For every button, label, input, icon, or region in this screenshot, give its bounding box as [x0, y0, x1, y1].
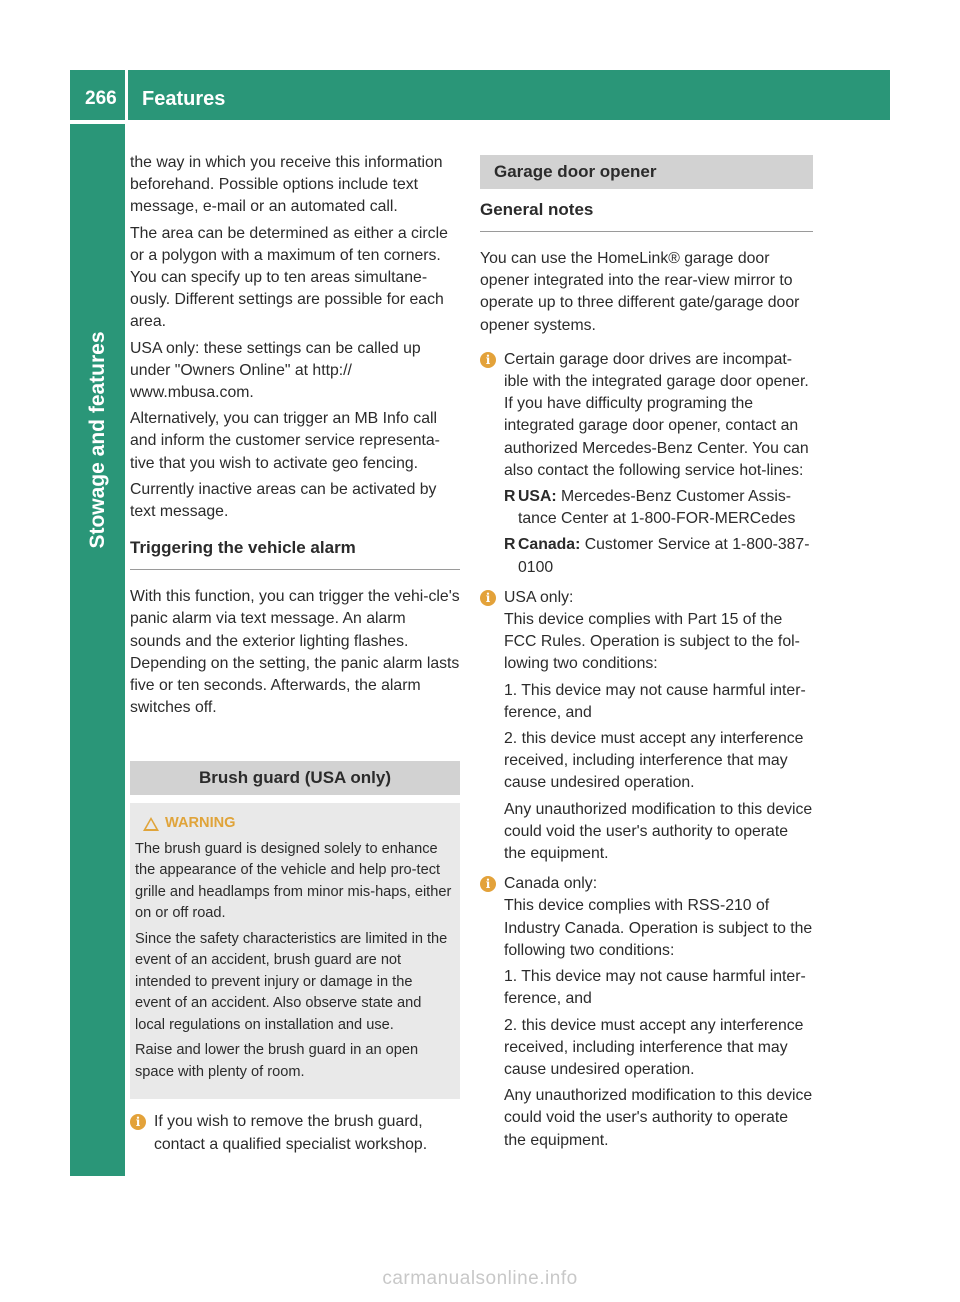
bullet-label: USA:	[518, 488, 557, 506]
footer-watermark: carmanualsonline.info	[382, 1268, 578, 1289]
info-body	[504, 587, 813, 869]
info-icon: i	[480, 352, 496, 368]
paragraph: the way in which you receive this information beforehand. Possible options include text message, e-mail or an automated call.	[130, 154, 443, 216]
info-icon: i	[130, 1114, 146, 1130]
info-note	[130, 1111, 460, 1155]
info-text: 2. this device must accept any interference received, including interference that may cause undesired operation.	[504, 1016, 804, 1078]
warning-paragraph: The brush guard is designed solely to enhance the appearance of the vehicle and help pro-tect grille and headlamps from minor mis-haps, either on or off road.	[135, 840, 452, 922]
info-block-hotlines	[480, 349, 813, 583]
info-block-usa	[480, 587, 813, 869]
warning-box	[130, 803, 460, 1099]
info-text: Any unauthorized modification to this device could void the user's authority to operate the equipment.	[504, 800, 813, 863]
info-text: Certain garage door drives are incompat-ible with the integrated garage door opener. If you have difficulty programing the integrated garage door opener, contact an authorized Mercedes-Benz Center. You can also contact the following service hot-lines:	[504, 350, 809, 479]
info-note-text: If you wish to remove the brush guard, contact a qualified specialist workshop.	[154, 1113, 428, 1153]
info-body	[504, 873, 813, 1155]
info-text: Any unauthorized modification to this device could void the user's authority to operate the equipment.	[504, 1087, 813, 1149]
warning-triangle-icon	[143, 817, 159, 831]
paragraph: Currently inactive areas can be activated by text message.	[130, 480, 437, 521]
triggering-text: With this function, you can trigger the vehi-cle's panic alarm via text message. An alarm sounds and the exterior lighting flashes. Depending on the setting, the panic alarm lasts five or ten seconds. Afterwards, the alarm switches off.	[130, 588, 460, 717]
warning-paragraph: Since the safety characteristics are limited in the event of an accident, brush guard are not intended to prevent injury or damage in the event of an accident. Also observe state and local regulations on installation and use.	[135, 930, 448, 1033]
info-icon: i	[480, 876, 496, 892]
info-icon: i	[480, 590, 496, 606]
paragraph: USA only: these settings can be called up under "Owners Online" at http:// www.mbusa.com.	[130, 339, 421, 402]
bullet-value: Mercedes-Benz Customer Assis-tance Center at 1-800-FOR-MERCedes	[518, 488, 796, 528]
info-text: 1. This device may not cause harmful inter-ference, and	[504, 681, 806, 721]
section-title: Features	[142, 88, 226, 110]
info-text: 2. this device must accept any interference received, including interference that may cause undesired operation.	[504, 730, 804, 792]
list-item	[504, 534, 813, 578]
warning-title: WARNING	[165, 815, 236, 832]
info-block-canada	[480, 873, 813, 1155]
info-text: 1. This device may not cause harmful inter-ference, and	[504, 968, 806, 1008]
paragraph: The area can be determined as either a circle or a polygon with a maximum of ten corners. You can specify up to ten areas simultane-ously. Different settings are possible for each area.	[130, 224, 448, 331]
right-column	[480, 155, 813, 1160]
bullet-mark: R	[504, 536, 516, 554]
left-column	[130, 152, 460, 1160]
bullet-text	[518, 486, 813, 530]
warning-paragraph: Raise and lower the brush guard in an open space with plenty of room.	[135, 1042, 419, 1080]
brush-guard-heading: Brush guard (USA only)	[130, 761, 460, 795]
general-notes-heading: General notes	[480, 199, 813, 232]
header-divider	[125, 70, 128, 120]
bullet-value: Customer Service at 1-800-387-0100	[518, 536, 810, 576]
paragraph: Alternatively, you can trigger an MB Info call and inform the customer service representa-tive that you wish to activate geo fencing.	[130, 410, 440, 472]
page-number: 266	[85, 88, 117, 109]
triggering-heading: Triggering the vehicle alarm	[130, 537, 460, 570]
list-item	[504, 486, 813, 530]
info-body	[504, 349, 813, 583]
bullet-text	[518, 534, 813, 578]
warning-title-row	[135, 813, 452, 835]
side-tab	[70, 124, 125, 1176]
intro-paragraph: You can use the HomeLink® garage door opener integrated into the rear-view mirror to operate up to three different gate/garage door opener systems.	[480, 250, 800, 334]
bullet-mark: R	[504, 488, 516, 506]
info-text: Canada only: This device complies with RSS-210 of Industry Canada. Operation is subject to the following two conditions:	[504, 875, 813, 959]
bullet-label: Canada:	[518, 536, 581, 554]
side-tab-label: Stowage and features	[86, 331, 109, 549]
garage-door-opener-heading: Garage door opener	[480, 155, 813, 189]
info-text: USA only: This device complies with Part 15 of the FCC Rules. Operation is subject to the fol-lowing two conditions:	[504, 588, 800, 673]
